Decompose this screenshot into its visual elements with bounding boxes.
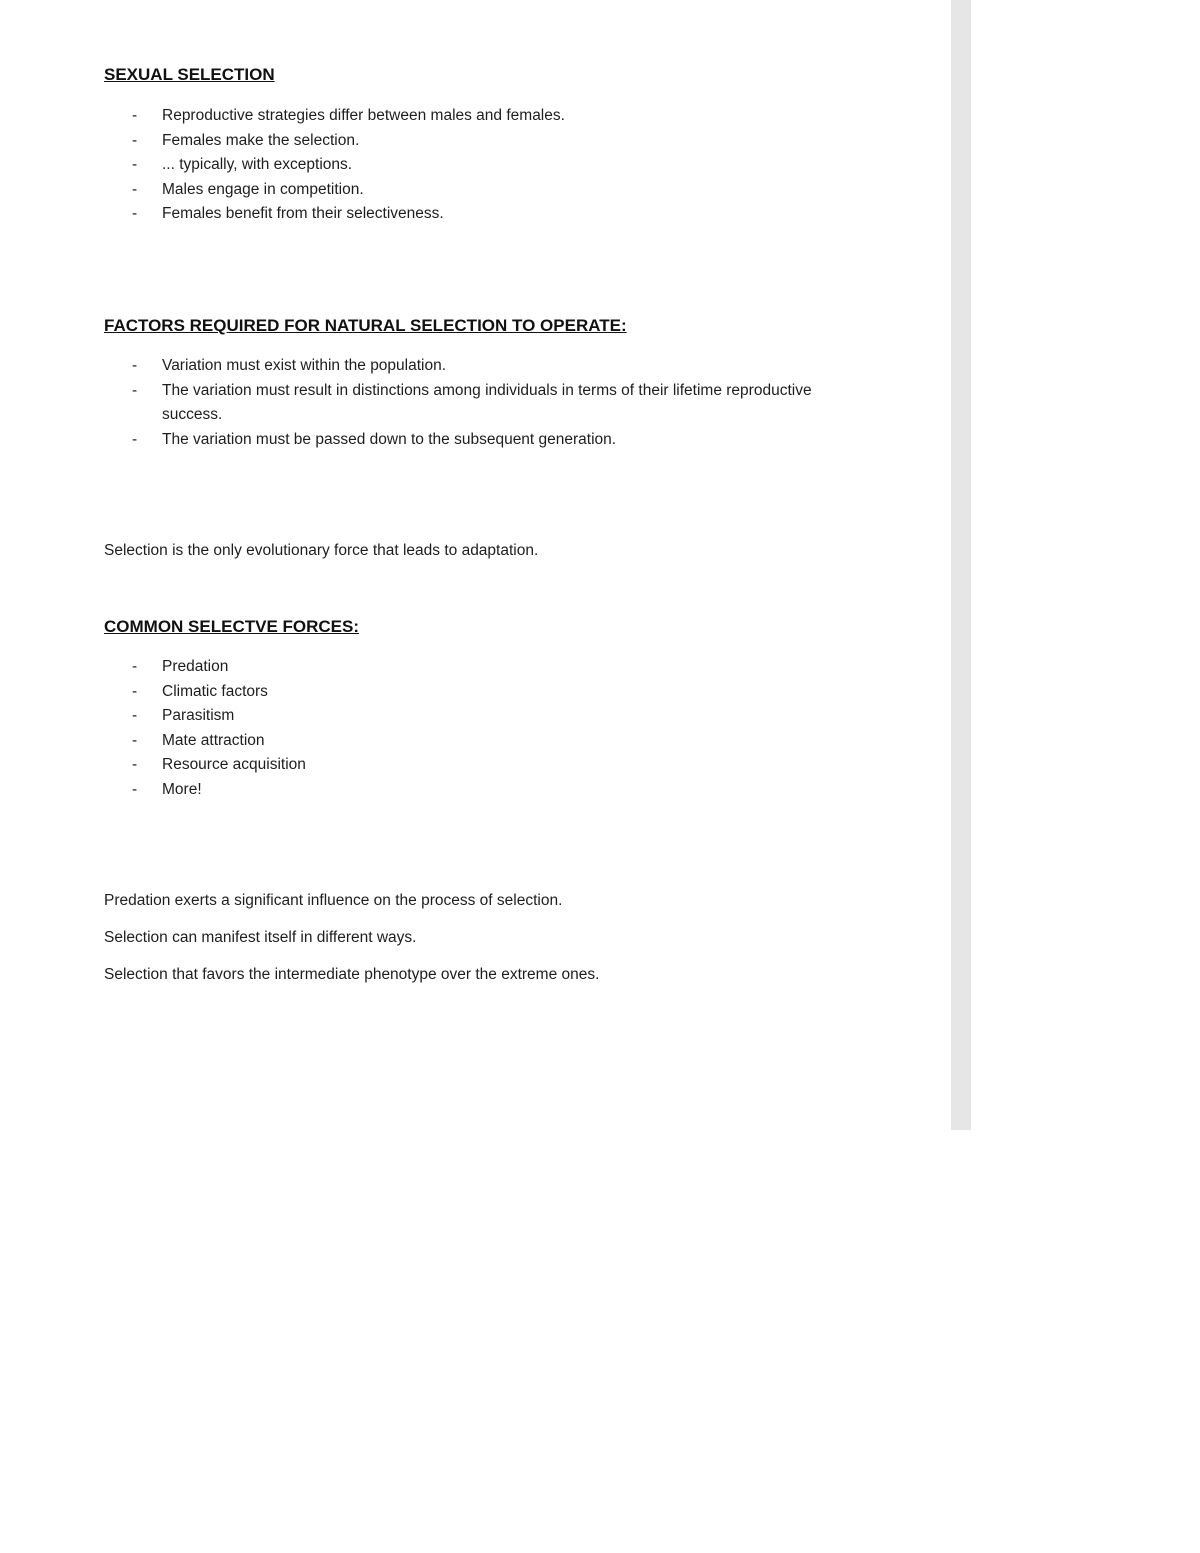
- selective-forces-list: [104, 655, 306, 802]
- list-item: [104, 202, 565, 227]
- list-item: [104, 428, 824, 453]
- list-item: [104, 729, 306, 754]
- selection-ways-paragraph: Selection can manifest itself in different ways.: [104, 929, 417, 946]
- bullet-dash: -: [132, 682, 138, 700]
- bullet-dash: -: [132, 780, 138, 798]
- list-item-text: Parasitism: [162, 707, 235, 724]
- list-item: [104, 753, 306, 778]
- bullet-dash: -: [132, 381, 138, 399]
- sexual-selection-list: [104, 104, 565, 227]
- predation-paragraph: Predation exerts a significant influence on the process of selection.: [104, 892, 563, 909]
- heading-sexual-selection: SEXUAL SELECTION: [104, 65, 275, 84]
- list-item: [104, 178, 565, 203]
- list-item-text: The variation must be passed down to the subsequent generation.: [162, 430, 617, 448]
- list-item: [104, 354, 824, 379]
- list-item: [104, 704, 306, 729]
- bullet-dash: -: [132, 107, 138, 124]
- bullet-dash: -: [132, 658, 138, 675]
- list-item-text: Predation: [162, 658, 229, 675]
- list-item-text: Males engage in competition.: [162, 180, 364, 198]
- list-item: [104, 104, 565, 129]
- list-item: [104, 680, 306, 705]
- list-item-text: Females make the selection.: [162, 131, 360, 149]
- bullet-dash: -: [132, 756, 138, 773]
- list-item-text: ... typically, with exceptions.: [162, 156, 353, 173]
- list-item-text: Climatic factors: [162, 682, 268, 700]
- bullet-dash: -: [132, 731, 138, 749]
- bullet-dash: -: [132, 131, 138, 149]
- list-item-text: More!: [162, 780, 202, 798]
- bullet-dash: -: [132, 180, 138, 198]
- bullet-dash: -: [132, 205, 138, 222]
- list-item: [104, 778, 306, 803]
- bullet-dash: -: [132, 156, 138, 173]
- factors-list: [104, 354, 824, 452]
- bullet-dash: -: [132, 707, 138, 724]
- list-item: [104, 655, 306, 680]
- bullet-dash: -: [132, 357, 138, 374]
- intermediate-phenotype-paragraph: Selection that favors the intermediate phenotype over the extreme ones.: [104, 966, 600, 983]
- list-item-text: Variation must exist within the population.: [162, 357, 447, 374]
- adaptation-paragraph: Selection is the only evolutionary force that leads to adaptation.: [104, 542, 539, 559]
- list-item: [104, 129, 565, 154]
- bullet-dash: -: [132, 430, 138, 448]
- list-item-text: Females benefit from their selectiveness.: [162, 205, 444, 222]
- heading-common-selective-forces: COMMON SELECTVE FORCES:: [104, 617, 360, 636]
- vertical-scrollbar[interactable]: [951, 0, 971, 1130]
- list-item: [104, 379, 824, 428]
- list-item-text: Resource acquisition: [162, 756, 306, 773]
- list-item-text: The variation must result in distinctions among individuals in terms of their lifetime reproductive success.: [162, 381, 812, 423]
- list-item-text: Reproductive strategies differ between males and females.: [162, 107, 565, 124]
- heading-factors-required: FACTORS REQUIRED FOR NATURAL SELECTION TO OPERATE:: [104, 316, 627, 335]
- list-item-text: Mate attraction: [162, 731, 265, 749]
- list-item: [104, 153, 565, 178]
